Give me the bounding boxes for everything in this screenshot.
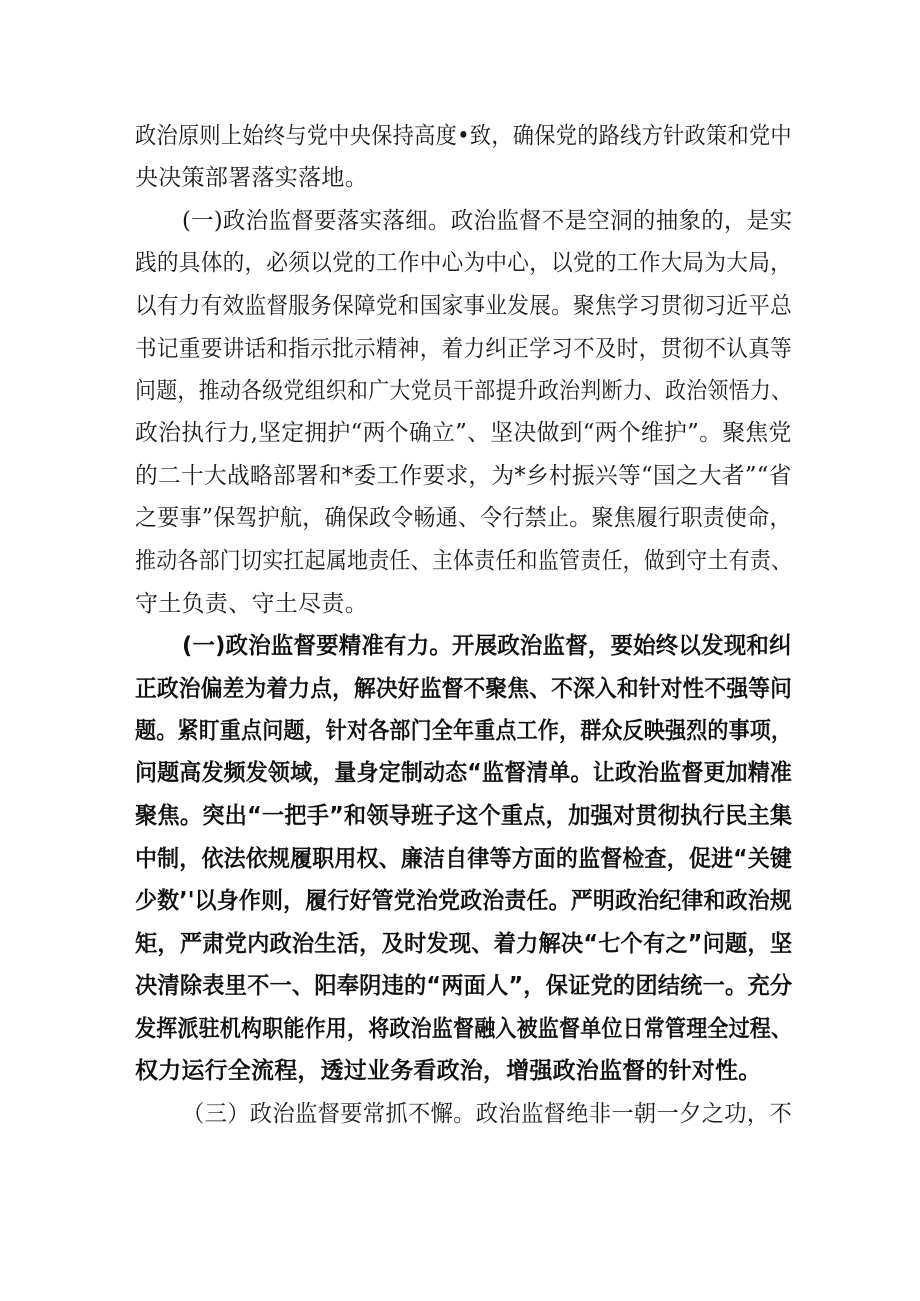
para1-line-10: 守土负责、守土尽责。 — [135, 591, 368, 617]
para2-line-8: 矩，严肃党内政治生活，及时发现、着力解决“七个有之”问题，坚 — [135, 931, 793, 957]
para2-line-3: 题。紧盯重点问题，针对各部门全年重点工作，群众反映强烈的事项， — [135, 718, 793, 744]
para1-line-6: 政治执行力,坚定拥护“两个确立”、坚决做到“两个维护”。聚焦党 — [135, 420, 792, 446]
para2-line-1: (一)政治监督要精准有力。开展政治监督，要始终以发现和纠 — [182, 633, 792, 659]
para1-line-2: 践的具体的，必须以党的工作中心为中心，以党的工作大局为大局， — [135, 250, 792, 276]
para2-line-7: 少数’'以身作则，履行好管党治党政治责任。严明政治纪律和政治规 — [135, 888, 793, 914]
para2-line-10: 发挥派驻机构职能作用，将政治监督融入被监督单位日常管理全过程、 — [135, 1016, 793, 1042]
para0-line-1: 政治原则上始终与党中央保持高度•致，确保党的路线方针政策和党中 — [135, 123, 792, 149]
para2-line-5: 聚焦。突出“一把手”和领导班子这个重点，加强对贯彻执行民主集 — [135, 803, 793, 829]
para0-line-2: 央决策部署落实落地。 — [135, 165, 368, 191]
para1-line-1: (一)政治监督要落实落细。政治监督不是空洞的抽象的，是实 — [182, 208, 793, 234]
para3-line-1: （三）政治监督要常抓不懈。政治监督绝非一朝一夕之功，不 — [182, 1101, 793, 1127]
para1-line-8: 之要事”保驾护航，确保政令畅通、令行禁止。聚焦履行职责使命， — [135, 505, 792, 531]
para2-line-11: 权力运行全流程，透过业务看政治，增强政治监督的针对性。 — [135, 1058, 762, 1084]
para2-line-6: 中制，依法依规履职用权、廉洁自律等方面的监督检查，促进“关键 — [135, 846, 793, 872]
para1-line-4: 书记重要讲话和指示批示精神，着力纠正学习不及时，贯彻不认真等 — [135, 336, 792, 362]
para1-line-9: 推动各部门切实扛起属地责任、主体责任和监管责任，做到守土有责、 — [135, 548, 793, 574]
para1-line-7: 的二十大战略部署和*委工作要求，为*乡村振兴等“国之大者”“省 — [135, 463, 792, 489]
para2-line-4: 问题高发频发领域，量身定制动态“监督清单。让政治监督更加精准 — [135, 760, 793, 786]
para2-line-9: 决清除表里不一、阳奉阴违的“两面人”，保证党的团结统一。充分 — [135, 973, 793, 999]
para2-line-2: 正政治偏差为着力点，解决好监督不聚焦、不深入和针对性不强等问 — [135, 676, 793, 702]
para1-line-5: 问题，推动各级党组织和广大党员干部提升政治判断力、政治领悟力、 — [135, 378, 793, 404]
para1-line-3: 以有力有效监督服务保障党和国家事业发展。聚焦学习贯彻习近平总 — [135, 293, 792, 319]
